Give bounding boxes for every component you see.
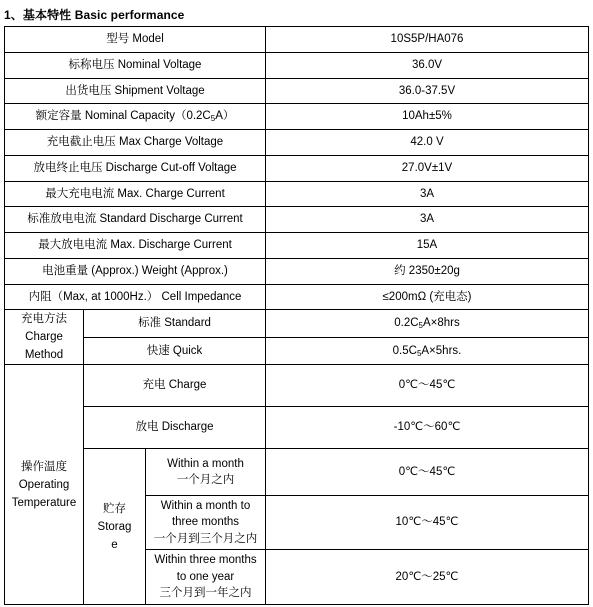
table-row (5, 207, 589, 233)
spec-label-text: A） (215, 110, 235, 122)
value-text: 0.5C (392, 344, 417, 357)
spec-value: 27.0V±1V (266, 156, 589, 182)
charge-method-label (5, 310, 84, 365)
spec-label-text: 额定容量 Nominal Capacity（0.2C (35, 110, 211, 122)
spec-value: 10S5P/HA076 (266, 27, 589, 53)
storage-period-line: Within a month to (160, 499, 251, 512)
storage-period-line: Within three months (154, 554, 257, 567)
spec-value: 3A (266, 182, 589, 207)
storage-value: 10℃～45℃ (266, 496, 589, 550)
table-row (5, 285, 589, 310)
storage-period-line: to one year (176, 570, 235, 583)
table-row (5, 79, 589, 104)
spec-label: 出货电压 Shipment Voltage (5, 79, 266, 104)
temp-discharge-label: 放电 Discharge (84, 407, 266, 449)
storage-line: e (111, 538, 118, 551)
charge-method-line: 充电方法 (21, 313, 67, 325)
operating-temperature-label (5, 365, 84, 605)
table-row (5, 365, 589, 407)
table-row (5, 259, 589, 285)
spec-label: 电池重量 (Approx.) Weight (Approx.) (5, 259, 266, 285)
table-row (5, 310, 589, 338)
table-row (5, 233, 589, 259)
table-row (5, 156, 589, 182)
spec-value: 15A (266, 233, 589, 259)
subscript: 5 (416, 348, 422, 358)
storage-line: Storag (97, 520, 132, 533)
storage-period-line: Within a month (167, 457, 244, 470)
charge-method-line: Method (24, 349, 64, 361)
table-row (5, 53, 589, 79)
table-row (5, 449, 589, 496)
spec-value: 约 2350±20g (266, 259, 589, 285)
section-heading: 1、基本特性 Basic performance (4, 8, 185, 22)
spec-label: 最大放电电流 Max. Discharge Current (5, 233, 266, 259)
charge-quick-label: 快速 Quick (84, 338, 266, 365)
value-text: A×5hrs. (421, 344, 462, 357)
storage-period (146, 496, 266, 550)
storage-period (146, 449, 266, 496)
spec-label: 标准放电电流 Standard Discharge Current (5, 207, 266, 233)
subscript: 5 (418, 321, 423, 330)
table-row (5, 104, 589, 130)
temp-charge-value: 0℃～45℃ (266, 365, 589, 407)
storage-label (84, 449, 146, 605)
charge-method-line: Charge (25, 331, 63, 343)
spec-value: 36.0V (266, 53, 589, 79)
storage-period-line: 一个月到三个月之内 (153, 532, 258, 545)
spec-label: 标称电压 Nominal Voltage (5, 53, 266, 79)
spec-label: 充电截止电压 Max Charge Voltage (5, 130, 266, 156)
subscript: 5 (210, 114, 216, 123)
charge-quick-value (266, 338, 589, 365)
storage-value: 0℃～45℃ (266, 449, 589, 496)
storage-period (146, 550, 266, 605)
value-text: 0.2C (394, 317, 419, 329)
spec-value: 10Ah±5% (266, 104, 589, 130)
storage-value: 20℃～25℃ (266, 550, 589, 605)
operating-temperature-line: Operating (18, 478, 70, 491)
table-row (5, 130, 589, 156)
spec-label: 放电终止电压 Discharge Cut-off Voltage (5, 156, 266, 182)
charge-standard-label: 标准 Standard (84, 310, 266, 338)
spec-label: 内阻（Max, at 1000Hz.） Cell Impedance (5, 285, 266, 310)
table-row (5, 27, 589, 53)
spec-label: 最大充电电流 Max. Charge Current (5, 182, 266, 207)
spec-value: ≤200mΩ (充电态) (266, 285, 589, 310)
spec-value: 42.0 V (266, 130, 589, 156)
storage-line: 贮存 (103, 502, 126, 515)
spec-value: 3A (266, 207, 589, 233)
operating-temperature-line: 操作温度 (21, 460, 67, 473)
temp-charge-label: 充电 Charge (84, 365, 266, 407)
spec-label (5, 104, 266, 130)
storage-period-line: 一个月之内 (176, 474, 235, 486)
value-text: A×8hrs (422, 317, 460, 329)
table-row (5, 338, 589, 365)
spec-label: 型号 Model (5, 27, 266, 53)
charge-standard-value (266, 310, 589, 338)
table-row (5, 407, 589, 449)
spec-value: 36.0-37.5V (266, 79, 589, 104)
storage-period-line: three months (171, 516, 240, 529)
table-row (5, 182, 589, 207)
operating-temperature-line: Temperature (11, 496, 77, 509)
storage-period-line: 三个月到一年之内 (159, 587, 252, 600)
basic-performance-table (4, 26, 589, 605)
temp-discharge-value: -10℃～60℃ (266, 407, 589, 449)
